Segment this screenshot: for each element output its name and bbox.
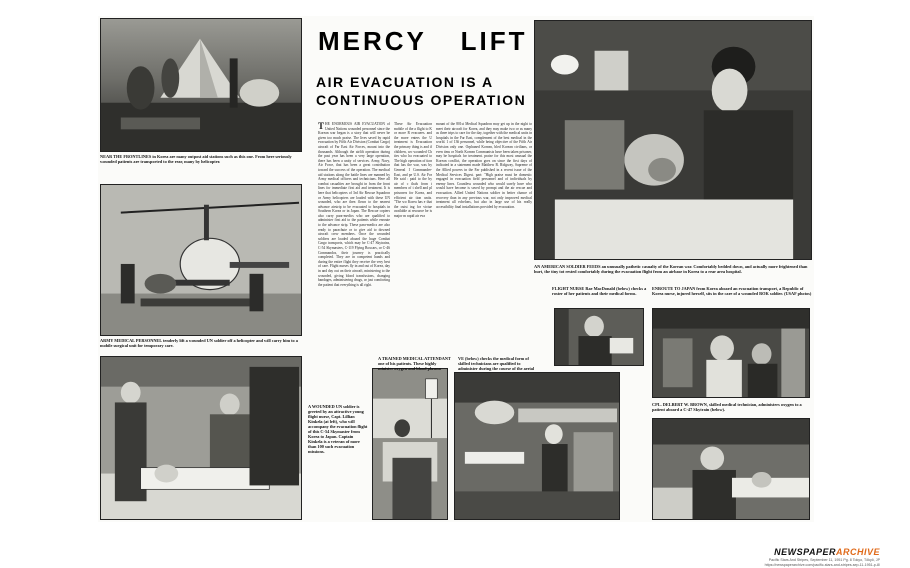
- logo-accent-text: ARCHIVE: [835, 547, 880, 557]
- photo-medical-form-check: [454, 372, 620, 520]
- photo-attendant-plasma: [372, 368, 448, 520]
- article-col3-text: mount of the 801st Medical Squadron may get up in the night to meet their aircraft for Korea, and they may make two or as many as three trips to care for the day, together with the medical units in hospitals in the Far East, complement of the best medical in the world. 1 of 136 personnel, while being objective of the Fifth Air Division only one. Orphaned Korean, bled Korean civilians, or even tims or North Korean Communists have been taken prisoner, may be hospitals for treatment. praise for this most unusual the Korean conflict, the operation goes on since the first days of indicated in a statement made Matthew B. Ridgway, Supreme of the Allied powers in the Far published in a recent issue of the Medical Services Digest. part: "High praise must be domestic engaged in evacuation field personnel and of individuals by enemy lines. Countless wounded who would surely have who would have become is saved by prompt and the air rescue and evacuation. Allied United Nations soldier in better chance of recovery than in any previous war, not only improved medical treatment all echelons, but also in large use of his really accessibility final installations provided by evacuation.: [436, 122, 532, 209]
- article-column-1: [318, 122, 390, 354]
- article-column-3: [436, 122, 532, 354]
- headline-subtitle-2: CONTINUOUS OPERATION: [316, 92, 527, 108]
- article-column-2: [394, 122, 432, 354]
- headline-title: MERCY LIFT: [318, 26, 528, 56]
- footer-source-url[interactable]: https://newspaperarchive.com/pacific-stars-and-stripes-sep-11-1951-p-8/: [764, 563, 880, 567]
- caption-army-medical: ARMY MEDICAL PERSONNEL tenderly lift a wounded UN soldier off a helicopter and will carry him to a mobile surgical unit for temporary care.: [100, 338, 298, 348]
- footer-source-citation: Pacific Stars And Stripes, September 11, 1951 Pg. 8 Tokyo, Tōkyō, JP: [768, 558, 880, 562]
- caption-trained-medical: A TRAINED MEDICAL ATTENDANT one of his patients. These highly minister oxygen and blood plasma: [378, 356, 451, 371]
- photo-oxygen-patient: [652, 418, 810, 520]
- caption-american-soldier: AN AMERICAN SOLDIER FEEDS an unusually pathetic casualty of the Korean war. Comfortably bedded down, and actually more frightened than hurt, the tiny tot rested comfortably during the evacuation flight from an airbase in Korea to a rear area hospital.: [534, 264, 808, 274]
- photo-flight-nurse: [554, 308, 644, 366]
- newspaper-spread: [98, 16, 814, 522]
- caption-frontlines: NEAR THE FRONTLINES in Korea are many outpost aid stations such as this one. From here seriously wounded patients are transported to the rear, many by helicopter.: [100, 154, 292, 164]
- article-col2-text: These Air Evacuation mobile of the a flight to K or more R evacuees. and the more enters the U treatment is Evacuation the primary thing is and if children, wo wounded Ch ties who ha evacuated to The high operation of tion that has the war, was by General I Commander- East, and pe U.S. Air For He said : paid to the by air of c thals from t members of t shell and pl prisoners for Korea, and efficient air tion units. "The wo Korea has e that the outst ing for victue available at resource be is major m rapid air eva: [394, 122, 432, 218]
- caption-flight-nurse: FLIGHT NURSE Rae MacDonald (below) checks a roster of her patients and their medical forms.: [552, 286, 647, 296]
- photo-helicopter: [100, 184, 302, 336]
- drop-cap: T: [318, 122, 325, 131]
- caption-medical-form: VE (below) checks the medical form of skilled technicians are qualified to administer during the course of the aerial: [458, 356, 535, 371]
- logo-main-text: NEWSPAPER: [774, 547, 836, 557]
- photo-rok-nurse: [652, 308, 810, 398]
- caption-wounded-un: A WOUNDED UN soldier is greeted by an attractive young flight nurse, Capt. Lillian Kinkela (at left), who will accompany the evacuation flight of this C-54 Skymaster from Korea to Japan. Captain Kinkela is a veteran of more than 100 such evacuation missions.: [308, 404, 368, 454]
- caption-enroute-japan: ENROUTE TO JAPAN from Korea aboard an evacuation transport, a Republic of Korea nurse, injured herself, sits in the care of a wounded ROK soldier. (USAF photos): [652, 286, 812, 296]
- caption-delbert-brown: CPL. DELBERT W. BROWN, skilled medical technician, administers oxygen to a patient aboard a C-47 Skytrain (below).: [652, 402, 802, 412]
- newspaperarchive-logo[interactable]: [774, 547, 880, 557]
- article-col1-text: HE ENORMOUS AIR EVACUATION of United Nations wounded personnel since the Korean war began is a story that will never be given too much praise. The lives saved by rapid evacuation by Fifth Air Division (Combat Cargo) aircraft of Far East Air Forces, mount into the thousands. Although the airlift operation during the past year has been a very large operation, there has been a unity of services. Army, Navy, Air Force, that has been a great contribution toward the success of the operation. The medical aid stations along the battle lines are manned by Army medical officers and technicians. Here all combat casualties are brought in from the front lines for immediate first aid and treatment. It is here that helicopters of 3rd Air Rescue Squadron or Army helicopters are loaded with these UN wounded, who are then flown to the nearest advance airstrip to be evacuated to hospitals in Southern Korea or in Japan. The Rescue copters also carry para-medics who are qualified to administer first aid to the patients while enroute to the advance strip. These para-medics are also ready to parachute or to give aid to downed aircraft crew members. Once the wounded soldiers are loaded aboard the huge Combat Cargo transports, which may be C-47 Skytrains, C-54 Skymasters, C-119 Flying Boxcars, or C-46 Commandos, their journey is practically completed. They are in competent hands and during the entire flight they receive the very best of care. Flight nurses fly in and out of Korea, day in and day out on their aircraft, ministering to the wounded, giving blood transfusions, changing bandages, administering drugs, or just comforting the patient that everything is all right.: [318, 122, 390, 287]
- photo-frontline-aid-station: [100, 18, 302, 152]
- headline-subtitle-1: AIR EVACUATION IS A: [316, 74, 494, 90]
- photo-soldier-feeds-child: [534, 20, 812, 260]
- photo-wounded-soldier-nurse: [100, 356, 302, 520]
